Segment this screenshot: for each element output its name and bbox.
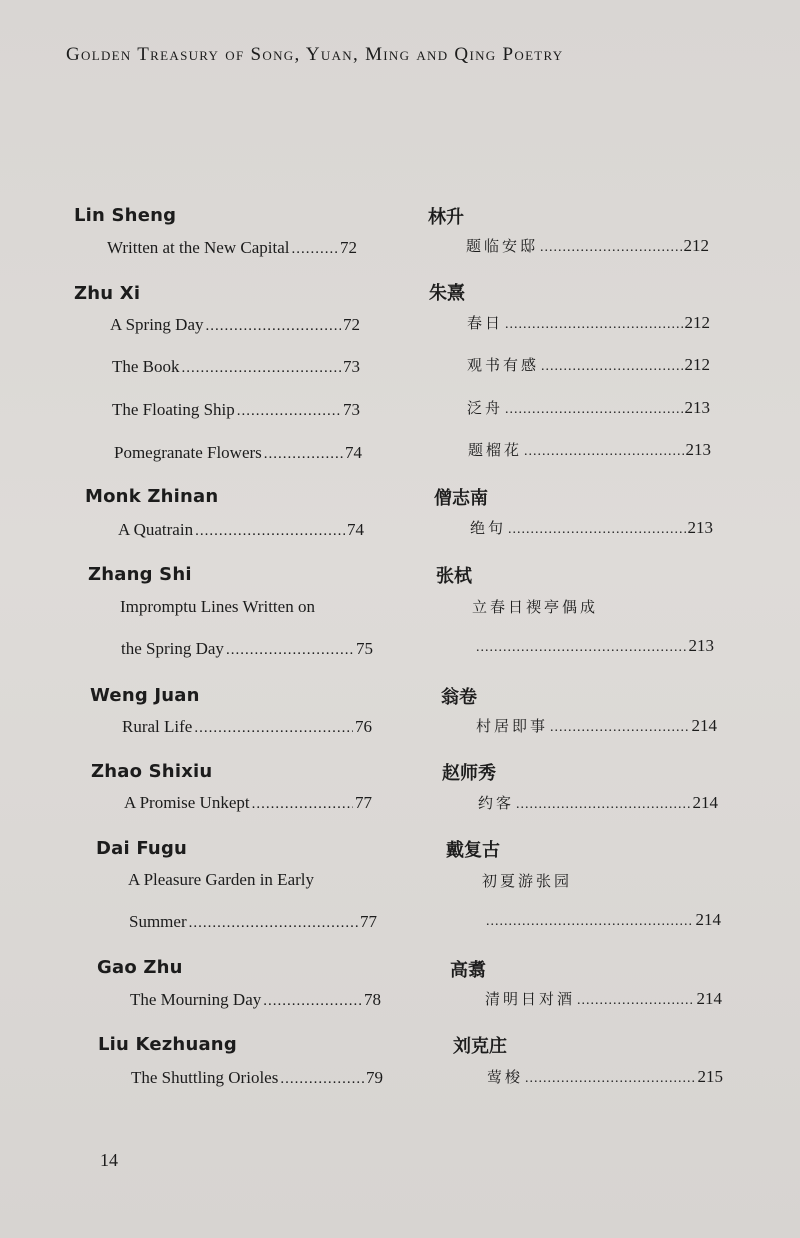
page-number: 213 (684, 398, 710, 417)
page-number: 72 (340, 238, 357, 257)
page-number: 213 (687, 518, 713, 537)
toc-entry[interactable] (474, 636, 714, 656)
page-number: 214 (692, 793, 718, 812)
toc-entry[interactable] (467, 354, 710, 375)
author-name: 刘克庄 (453, 1036, 507, 1057)
poem-title-line1: Impromptu Lines Written on (120, 597, 315, 616)
dot-leader (525, 1071, 695, 1087)
page-number: 214 (695, 910, 721, 929)
page-number: 77 (355, 793, 372, 812)
poem-title: The Shuttling Orioles (131, 1068, 279, 1087)
dot-leader (505, 402, 682, 418)
page-number: 79 (366, 1068, 383, 1087)
page-number: 78 (364, 990, 381, 1009)
running-header: Golden Treasury of Song, Yuan, Ming and Qing Poetry (66, 44, 564, 65)
author-name: Zhu Xi (74, 283, 141, 304)
page-number: 74 (347, 520, 364, 539)
poem-title: 题榴花 (468, 441, 523, 459)
dot-leader (476, 640, 687, 656)
page-number: 212 (684, 313, 710, 332)
page-number: 73 (343, 400, 360, 419)
poem-title: A Promise Unkept (124, 793, 250, 812)
dot-leader (540, 240, 681, 256)
author-name: 高翥 (450, 960, 486, 981)
page-number: 77 (360, 912, 377, 931)
poem-title: A Quatrain (118, 520, 194, 539)
toc-entry[interactable] (467, 312, 710, 333)
poem-title: The Book (112, 357, 180, 376)
toc-entry[interactable] (487, 1066, 723, 1087)
toc-entry[interactable] (476, 715, 717, 736)
author-name: Gao Zhu (97, 957, 183, 978)
author-name: Weng Juan (90, 685, 200, 706)
dot-leader (486, 914, 694, 930)
poem-title: 绝句 (470, 519, 507, 537)
poem-title: 题临安邸 (466, 237, 539, 255)
toc-entry[interactable] (485, 988, 722, 1009)
toc-entry[interactable] (468, 439, 711, 460)
author-name: 朱熹 (429, 283, 465, 304)
author-name: 翁卷 (441, 687, 477, 708)
author-name: Lin Sheng (74, 205, 177, 226)
page-number: 213 (688, 636, 714, 655)
poem-title: The Mourning Day (130, 990, 262, 1009)
page-number: 74 (345, 443, 362, 462)
author-name: Liu Kezhuang (98, 1034, 237, 1055)
poem-title: 观书有感 (467, 356, 540, 374)
poem-title-line1: 立春日禊亭偶成 (472, 598, 599, 616)
toc-entry[interactable] (478, 792, 718, 813)
page-number: 72 (343, 315, 360, 334)
dot-leader (550, 720, 689, 736)
author-name: Dai Fugu (96, 838, 188, 859)
poem-title: 村居即事 (476, 717, 549, 735)
page-number-footer: 14 (100, 1150, 118, 1170)
page-number: 76 (355, 717, 372, 736)
poem-title: Written at the New Capital (107, 238, 290, 257)
toc-entry[interactable] (484, 910, 721, 930)
dot-leader (524, 444, 683, 460)
author-name: 张栻 (436, 566, 472, 587)
dot-leader (516, 797, 690, 813)
dot-leader (505, 317, 682, 333)
page-number: 212 (683, 236, 709, 255)
poem-title-line1: A Pleasure Garden in Early (128, 870, 314, 889)
page-number: 215 (697, 1067, 723, 1086)
toc-entry[interactable] (470, 517, 713, 538)
author-name: 林升 (428, 207, 464, 228)
poem-title: 春日 (467, 314, 504, 332)
poem-title: Pomegranate Flowers (114, 443, 262, 462)
author-name: 赵师秀 (442, 763, 496, 784)
poem-title: Rural Life (122, 717, 193, 736)
toc-entry[interactable] (466, 235, 709, 256)
poem-title: A Spring Day (110, 315, 204, 334)
poem-title: the Spring Day (121, 639, 224, 658)
page-number: 212 (684, 355, 710, 374)
toc-entry[interactable] (467, 397, 710, 418)
author-name: Monk Zhinan (85, 486, 219, 507)
page-number: 213 (685, 440, 711, 459)
page-number: 214 (696, 989, 722, 1008)
page-number: 75 (356, 639, 373, 658)
page-number: 73 (343, 357, 360, 376)
poem-title-line1: 初夏游张园 (482, 872, 573, 890)
author-name: 戴复古 (446, 840, 500, 861)
dot-leader (508, 522, 685, 538)
poem-title: The Floating Ship (112, 400, 235, 419)
poem-title: 泛舟 (467, 399, 504, 417)
author-name: 僧志南 (434, 488, 488, 509)
poem-title: 约客 (478, 794, 515, 812)
dot-leader (541, 359, 682, 375)
author-name: Zhao Shixiu (91, 761, 213, 782)
author-name: Zhang Shi (88, 564, 192, 585)
poem-title: 清明日对酒 (485, 990, 576, 1008)
poem-title: Summer (129, 912, 187, 931)
page-number: 214 (691, 716, 717, 735)
dot-leader (577, 993, 694, 1009)
poem-title: 莺梭 (487, 1068, 524, 1086)
